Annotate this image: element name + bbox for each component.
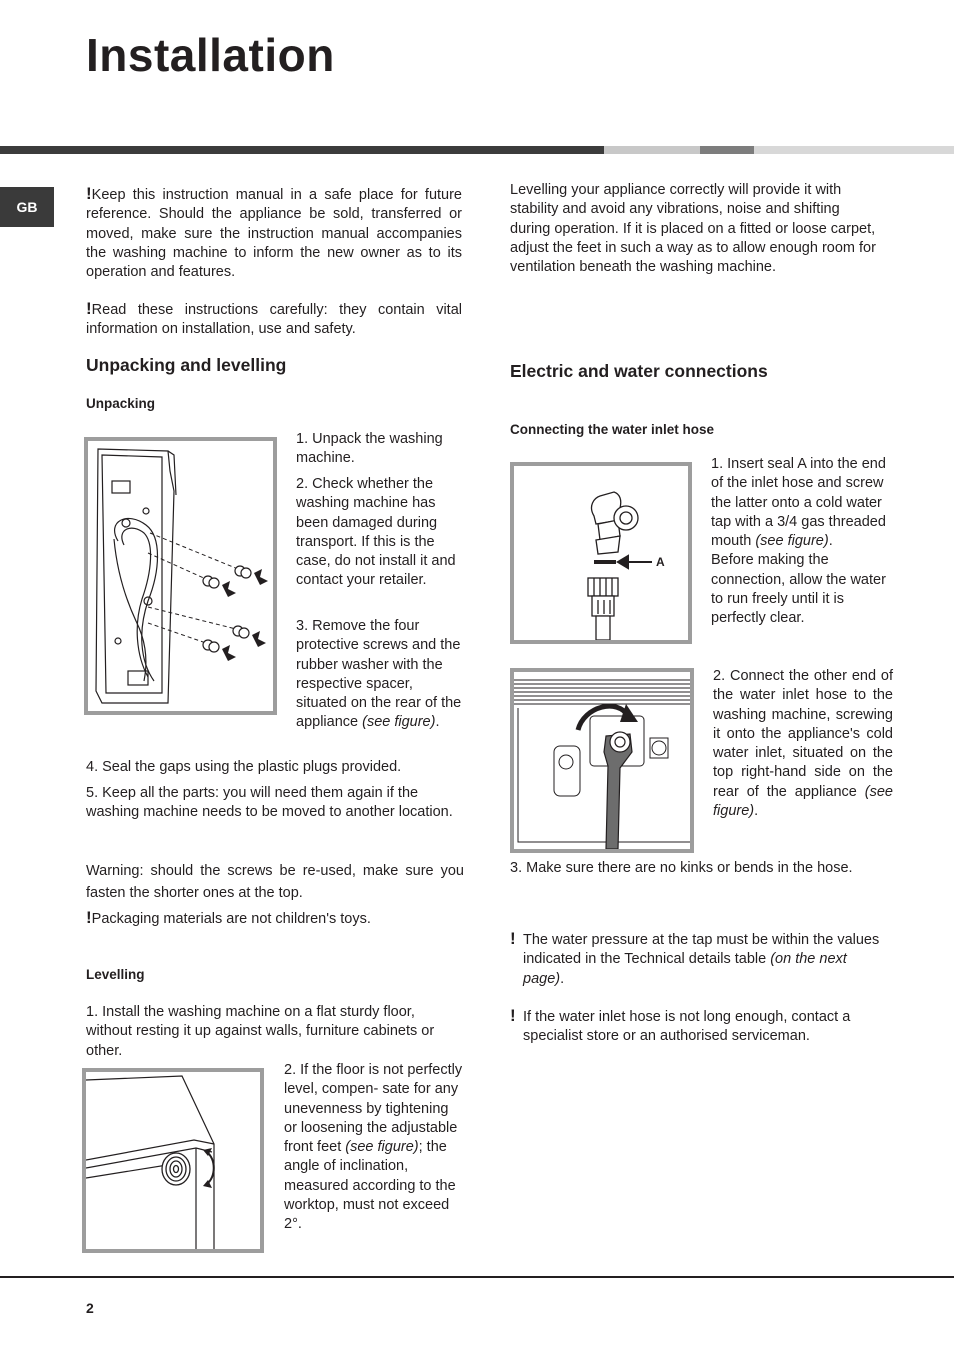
warning-mark: ! xyxy=(86,299,92,318)
unpack-step-1: 1. Unpack the washing machine. xyxy=(296,431,443,467)
intro-paragraph-1 xyxy=(86,184,462,282)
subsection-title-unpacking: Unpacking xyxy=(86,396,156,411)
page-title: Installation xyxy=(86,29,335,81)
levelling-description: Levelling your appliance correctly will provide it with stability and avoid any vibrations, noise and shifting during operation. If it is placed on a fitted or loose carpet, adjust the feet in such a way as to allow enough room for ventilation beneath the washing machine. xyxy=(510,182,876,276)
screws-warning: Warning: should the screws be re-used, make sure you fasten the shorter ones at the top. xyxy=(86,863,464,901)
packaging-text: Packaging materials are not children's toys. xyxy=(91,911,371,927)
hose-length-note xyxy=(510,1008,882,1047)
unpack-step-3-text: 3. Remove the four protective screws and the rubber washer with the respective spacer, situated on the rear of the appliance xyxy=(296,618,462,731)
machine-inlet-illustration xyxy=(514,672,690,849)
connection-step-3: 3. Make sure there are no kinks or bends in the hose. xyxy=(510,860,853,876)
connection-step-1 xyxy=(711,455,891,629)
pressure-note xyxy=(510,931,882,989)
section-title-electric-water: Electric and water connections xyxy=(510,361,768,381)
levelling-step-1: 1. Install the washing machine on a flat sturdy floor, without resting it up against walls, furniture cabinets or other. xyxy=(86,1004,435,1059)
header-bar-light xyxy=(604,146,700,154)
rear-screws-illustration xyxy=(88,441,273,711)
seal-label-a: A xyxy=(656,555,665,569)
levelling-step-2-see-figure: (see figure) xyxy=(345,1139,419,1156)
hose-length-note-text: If the water inlet hose is not long enough, contact a specialist store or an authorised serviceman. xyxy=(523,1009,851,1045)
tap-seal-figure xyxy=(510,462,692,644)
header-bar-mid xyxy=(700,146,754,154)
machine-inlet-figure xyxy=(510,668,694,853)
connection-step-2-text: 2. Connect the other end of the water inlet hose to the washing machine, screwing it onto the appliance's cold water inlet, situated on the top right-hand side on the rear of the appliance xyxy=(713,668,893,800)
connection-step-2-end: . xyxy=(754,803,759,820)
subsection-title-levelling: Levelling xyxy=(86,967,145,982)
unpack-step-3 xyxy=(296,617,462,733)
rear-screws-figure xyxy=(84,437,277,715)
warning-mark: ! xyxy=(86,184,92,203)
packaging-note xyxy=(86,908,464,929)
section-title-unpacking-levelling: Unpacking and levelling xyxy=(86,355,287,375)
connection-step-2 xyxy=(713,667,893,821)
levelling-step-2-text: 2. If the floor is not perfectly level, compen- sate for any unevenness by tightening or loosening the adjustable front feet xyxy=(284,1062,463,1156)
adjustable-foot-figure xyxy=(82,1068,264,1253)
intro-text-2: Read these instructions carefully: they contain vital information on installation, use and safety. xyxy=(86,302,462,338)
intro-text-1: Keep this instruction manual in a safe place for future reference. Should the appliance be sold, transferred or moved, make sure the instruction manual accompanies the washing machine to inform the new owner as to its operation and features. xyxy=(86,187,462,281)
adjustable-foot-illustration xyxy=(86,1072,260,1249)
connection-step-1-before: Before making the connection, allow the water to run freely until it is perfectly clear. xyxy=(711,552,886,627)
levelling-step-2 xyxy=(284,1061,464,1235)
connection-step-1-text: 1. Insert seal A into the end of the inlet hose and screw the latter onto a cold water tap with a 3/4 gas threaded mouth xyxy=(711,456,886,550)
subsection-title-inlet-hose: Connecting the water inlet hose xyxy=(510,422,715,437)
warning-mark: ! xyxy=(510,1006,516,1025)
pressure-note-reference: (on the next page) xyxy=(523,951,847,987)
intro-paragraph-2 xyxy=(86,299,462,340)
footer-rule xyxy=(0,1276,954,1278)
pressure-note-text: The water pressure at the tap must be within the values indicated in the Technical details table xyxy=(523,932,880,968)
unpack-step-3-end: . xyxy=(435,714,440,731)
unpack-step-5: 5. Keep all the parts: you will need them again if the washing machine needs to be moved to another location. xyxy=(86,785,453,821)
connection-step-1-see-figure: (see figure) xyxy=(755,533,829,550)
levelling-step-2-end: ; the angle of inclination, measured according to the worktop, must not exceed 2°. xyxy=(284,1139,456,1233)
language-tab: GB xyxy=(0,187,54,227)
page-number: 2 xyxy=(86,1300,94,1316)
warning-mark: ! xyxy=(510,929,516,948)
unpack-step-2: 2. Check whether the washing machine has been damaged during transport. If this is the case, do not install it and contact your retailer. xyxy=(296,476,456,589)
connection-step-2-see-figure: (see figure) xyxy=(713,783,893,820)
header-bar-dark xyxy=(0,146,604,154)
unpack-step-3-see-figure: (see figure) xyxy=(362,714,436,731)
header-bar-pale xyxy=(754,146,954,154)
pressure-note-body xyxy=(523,931,882,989)
connection-step-1-end: . xyxy=(828,533,833,550)
unpack-step-4: 4. Seal the gaps using the plastic plugs provided. xyxy=(86,759,402,775)
tap-seal-illustration xyxy=(514,466,688,640)
pressure-note-end: . xyxy=(560,970,565,987)
warning-mark: ! xyxy=(86,908,92,927)
